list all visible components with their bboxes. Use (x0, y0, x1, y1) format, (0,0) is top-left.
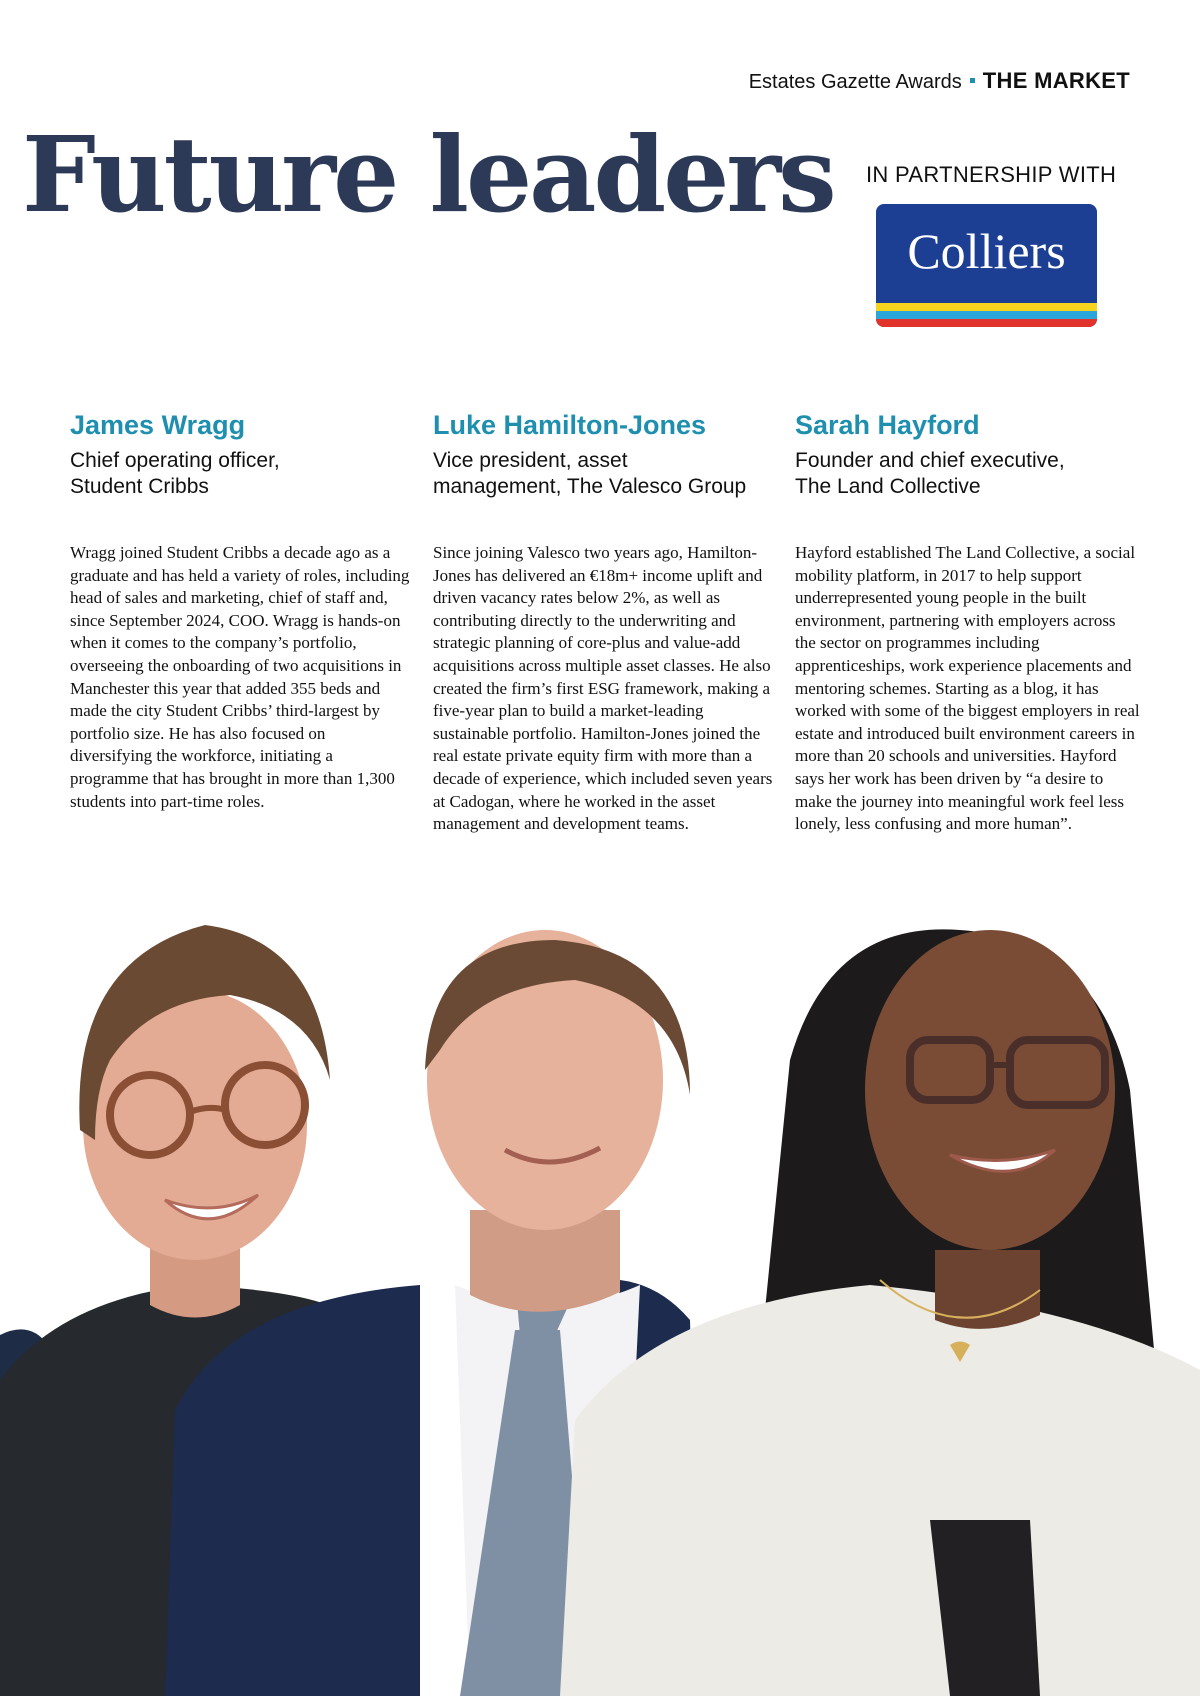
profile-column (70, 410, 410, 813)
section-name: THE MARKET (982, 68, 1130, 93)
profile-bio: Since joining Valesco two years ago, Hamilton-Jones has delivered an €18m+ income uplift and driven vacancy rates below 2%, as well as contributing directly to the underwriting and strategic planning of core-plus and value-add acquisitions across multiple asset classes. He also created the firm’s first ESG framework, making a five-year plan to build a market-leading sustainable portfolio. Hamilton-Jones joined the real estate private equity firm with more than a decade of experience, which included seven years at Cadogan, where he worked in the asset management and development teams. (433, 543, 773, 834)
partnership-label: IN PARTNERSHIP WITH (866, 162, 1117, 187)
logo-stripe-yellow (876, 303, 1097, 311)
profile-name: Sarah Hayford (795, 410, 980, 440)
portrait-photos (0, 900, 1200, 1696)
logo-wordmark: Colliers (907, 223, 1066, 279)
profile-name: James Wragg (70, 410, 246, 440)
profile-bio: Hayford established The Land Collective, a social mobility platform, in 2017 to help support underrepresented young people in the built environment, partnering with employers across the sector on programmes including apprenticeships, work experience placements and mentoring schemes. Starting as a blog, it has worked with some of the biggest employers in real estate and introduced built environment careers in more than 20 schools and universities. Hayford says her work has been driven by “a desire to make the journey into meaningful work feel less lonely, less confusing and more human”. (795, 543, 1140, 834)
publication-name: Estates Gazette Awards (748, 71, 962, 93)
publication-header (749, 68, 1130, 94)
profile-column (433, 410, 773, 836)
separator-dot (970, 78, 975, 83)
profile-name: Luke Hamilton-Jones (433, 410, 707, 440)
portrait-illustration (0, 900, 1200, 1696)
profile-role: Founder and chief executive, The Land Collective (795, 449, 1065, 498)
logo-stripe-blue (876, 311, 1097, 319)
profile-column (795, 410, 1140, 836)
page-title: Future leaders (22, 113, 834, 236)
profile-role: Chief operating officer, Student Cribbs (70, 449, 280, 498)
colliers-logo (876, 204, 1097, 327)
profile-role: Vice president, asset management, The Valesco Group (433, 449, 747, 498)
logo-stripe-red (876, 319, 1097, 327)
profile-bio: Wragg joined Student Cribbs a decade ago as a graduate and has held a variety of roles, including head of sales and marketing, chief of staff and, since September 2024, COO. Wragg is hands-on when it comes to the company’s portfolio, overseeing the onboarding of two acquisitions in Manchester this year that added 355 beds and made the city Student Cribbs’ third-largest by portfolio size. He has also focused on diversifying the workforce, initiating a programme that has brought in more than 1,300 students into part-time roles. (70, 543, 410, 811)
